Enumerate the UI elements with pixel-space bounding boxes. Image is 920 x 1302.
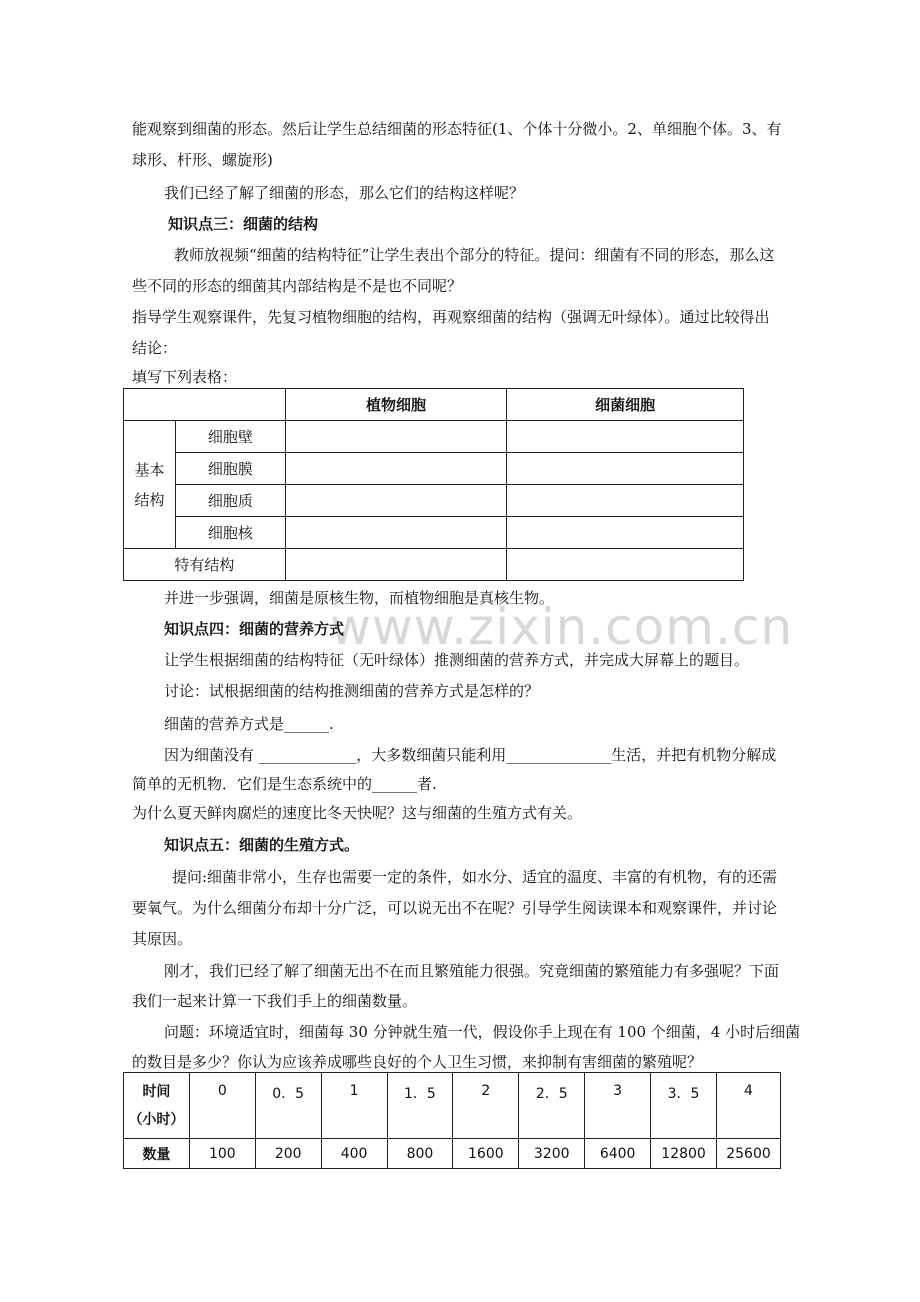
count-cell: 400 (321, 1139, 387, 1169)
table-cell[interactable] (285, 453, 507, 485)
time-cell: 0．5 (255, 1073, 321, 1139)
table-cell[interactable] (285, 485, 507, 517)
time-header (124, 1073, 190, 1139)
table-cell[interactable] (507, 549, 744, 581)
time-cell: 1．5 (387, 1073, 453, 1139)
group-label-line: 结构 (134, 490, 165, 509)
table-header-bacteria: 细菌细胞 (507, 389, 744, 421)
time-cell: 0 (189, 1073, 255, 1139)
text-line: 能观察到细菌的形态。然后让学生总结细菌的形态特征(1、个体十分微小。2、单细胞个体。3、有 (132, 120, 782, 138)
section-heading: 知识点五：细菌的生殖方式。 (164, 836, 360, 854)
count-cell: 3200 (519, 1139, 585, 1169)
section-heading: 知识点三：细菌的结构 (168, 215, 319, 233)
time-cell: 1 (321, 1073, 387, 1139)
text-line: 结论： (132, 339, 178, 357)
table-cell[interactable] (285, 421, 507, 453)
text-line: 填写下列表格： (132, 368, 238, 386)
text-line: 讨论：试根据细菌的结构推测细菌的营养方式是怎样的？ (164, 682, 540, 700)
time-cell: 2．5 (519, 1073, 585, 1139)
section-heading: 知识点四：细菌的营养方式 (164, 620, 345, 638)
row-label: 细胞膜 (175, 453, 285, 485)
time-header-line: （小时） (128, 1111, 185, 1128)
time-cell: 4 (717, 1073, 781, 1139)
table-header-empty (124, 389, 286, 421)
text-line: 教师放视频“细菌的结构特征”让学生表出个部分的特征。提问：细菌有不同的形态，那么这 (174, 246, 775, 264)
table-cell[interactable] (507, 421, 744, 453)
text-line: 简单的无机物．它们是生态系统中的______者. (132, 775, 437, 793)
text-line: 提问:细菌非常小，生存也需要一定的条件，如水分、适宜的温度、丰富的有机物，有的还需 (172, 868, 778, 886)
table-cell[interactable] (507, 517, 744, 549)
table-header-plant: 植物细胞 (285, 389, 507, 421)
text-line: 刚才，我们已经了解了细菌无出不在而且繁殖能力很强。究竟细菌的繁殖能力有多强呢？下面 (164, 962, 780, 980)
group-label-line: 基本 (134, 460, 165, 479)
row-label: 特有结构 (124, 549, 286, 581)
text-line: 的数目是多少？你认为应该养成哪些良好的个人卫生习惯，来抑制有害细菌的繁殖呢？ (132, 1053, 703, 1071)
table-cell[interactable] (507, 485, 744, 517)
text-line: 并进一步强调，细菌是原核生物，而植物细胞是真核生物。 (164, 589, 555, 607)
count-cell: 1600 (453, 1139, 519, 1169)
text-line: 球形、杆形、螺旋形) (132, 151, 273, 169)
table-cell[interactable] (285, 549, 507, 581)
count-cell: 12800 (651, 1139, 717, 1169)
count-header: 数量 (124, 1139, 190, 1169)
text-line: 指导学生观察课件，先复习植物细胞的结构，再观察细菌的结构（强调无叶绿体）。通过比较得出 (132, 308, 770, 326)
count-cell: 6400 (585, 1139, 651, 1169)
count-cell: 100 (189, 1139, 255, 1169)
table-cell[interactable] (285, 517, 507, 549)
cell-comparison-table (123, 388, 744, 581)
count-cell: 800 (387, 1139, 453, 1169)
time-cell: 3 (585, 1073, 651, 1139)
time-cell: 2 (453, 1073, 519, 1139)
row-label: 细胞质 (175, 485, 285, 517)
text-line: 问题：环境适宜时，细菌每 30 分钟就生殖一代，假设你手上现在有 100 个细菌，4 小时后细菌 (164, 1023, 801, 1041)
watermark: www.zixin.com.cn (330, 598, 794, 656)
text-line: 些不同的形态的细菌其内部结构是不是也不同呢？ (132, 277, 463, 295)
row-label: 细胞核 (175, 517, 285, 549)
time-header-line: 时间 (142, 1083, 171, 1100)
time-cell: 3．5 (651, 1073, 717, 1139)
count-cell: 200 (255, 1139, 321, 1169)
text-line: 我们已经了解了细菌的形态，那么它们的结构这样呢？ (164, 184, 525, 202)
row-label: 细胞壁 (175, 421, 285, 453)
text-line: 我们一起来计算一下我们手上的细菌数量。 (132, 992, 418, 1010)
text-line: 因为细菌没有 _____________，大多数细菌只能利用______________生活，并把有机物分解成 (164, 746, 777, 764)
bacteria-growth-table (123, 1072, 781, 1169)
text-line: 其原因。 (132, 930, 193, 948)
table-cell[interactable] (507, 453, 744, 485)
group-label (124, 421, 176, 549)
text-line: 为什么夏天鲜肉腐烂的速度比冬天快呢？这与细菌的生殖方式有关。 (132, 804, 583, 822)
count-cell: 25600 (717, 1139, 781, 1169)
text-line: 细菌的营养方式是______. (164, 715, 334, 733)
text-line: 要氧气。为什么细菌分布却十分广泛，可以说无出不在呢？引导学生阅读课本和观察课件，并讨论 (132, 899, 778, 917)
text-line: 让学生根据细菌的结构特征（无叶绿体）推测细菌的营养方式，并完成大屏幕上的题目。 (164, 651, 750, 669)
